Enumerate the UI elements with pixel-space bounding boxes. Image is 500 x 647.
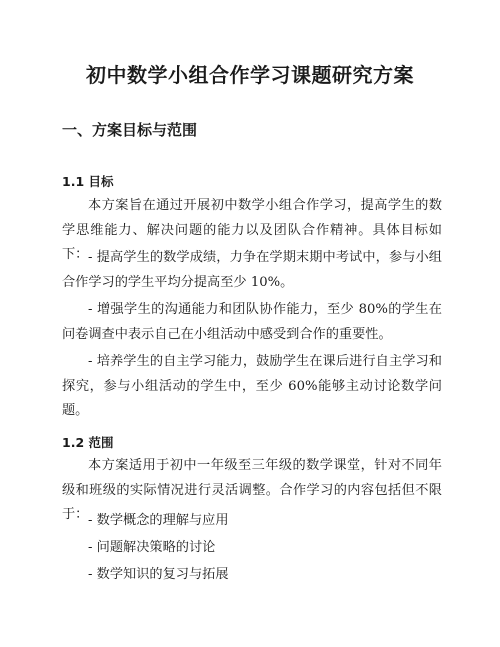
- scope-intro-paragraph: 本方案适用于初中一年级至三年级的数学课堂，针对不同年级和班级的实际情况进行灵活调整。合作学习的内容包括但不限于：: [62, 458, 442, 522]
- goal-item-2: - 增强学生的沟通能力和团队协作能力，至少 80%的学生在问卷调查中表示自己在小组活动中感受到合作的重要性。: [62, 302, 442, 342]
- section-heading: 一、方案目标与范围: [62, 121, 198, 139]
- scope-item-1: - 数学概念的理解与应用: [88, 513, 229, 528]
- scope-item-3: - 数学知识的复习与拓展: [88, 567, 229, 582]
- goal-item-3: - 培养学生的自主学习能力，鼓励学生在课后进行自主学习和探究，参与小组活动的学生中，至少 60%能够主动讨论数学问题。: [62, 354, 442, 418]
- goals-intro-paragraph: 本方案旨在通过开展初中数学小组合作学习，提高学生的数学思维能力、解决问题的能力以及团队合作精神。具体目标如下：: [62, 198, 442, 262]
- page-title: 初中数学小组合作学习课题研究方案: [86, 63, 414, 87]
- scope-item-2: - 问题解决策略的讨论: [88, 540, 216, 555]
- goal-item-1: - 提高学生的数学成绩，力争在学期末期中考试中，参与小组合作学习的学生平均分提高至少 10%。: [62, 250, 442, 290]
- subsection-heading-scope: 1.2 范围: [62, 435, 114, 450]
- subsection-heading-goals: 1.1 目标: [62, 174, 114, 189]
